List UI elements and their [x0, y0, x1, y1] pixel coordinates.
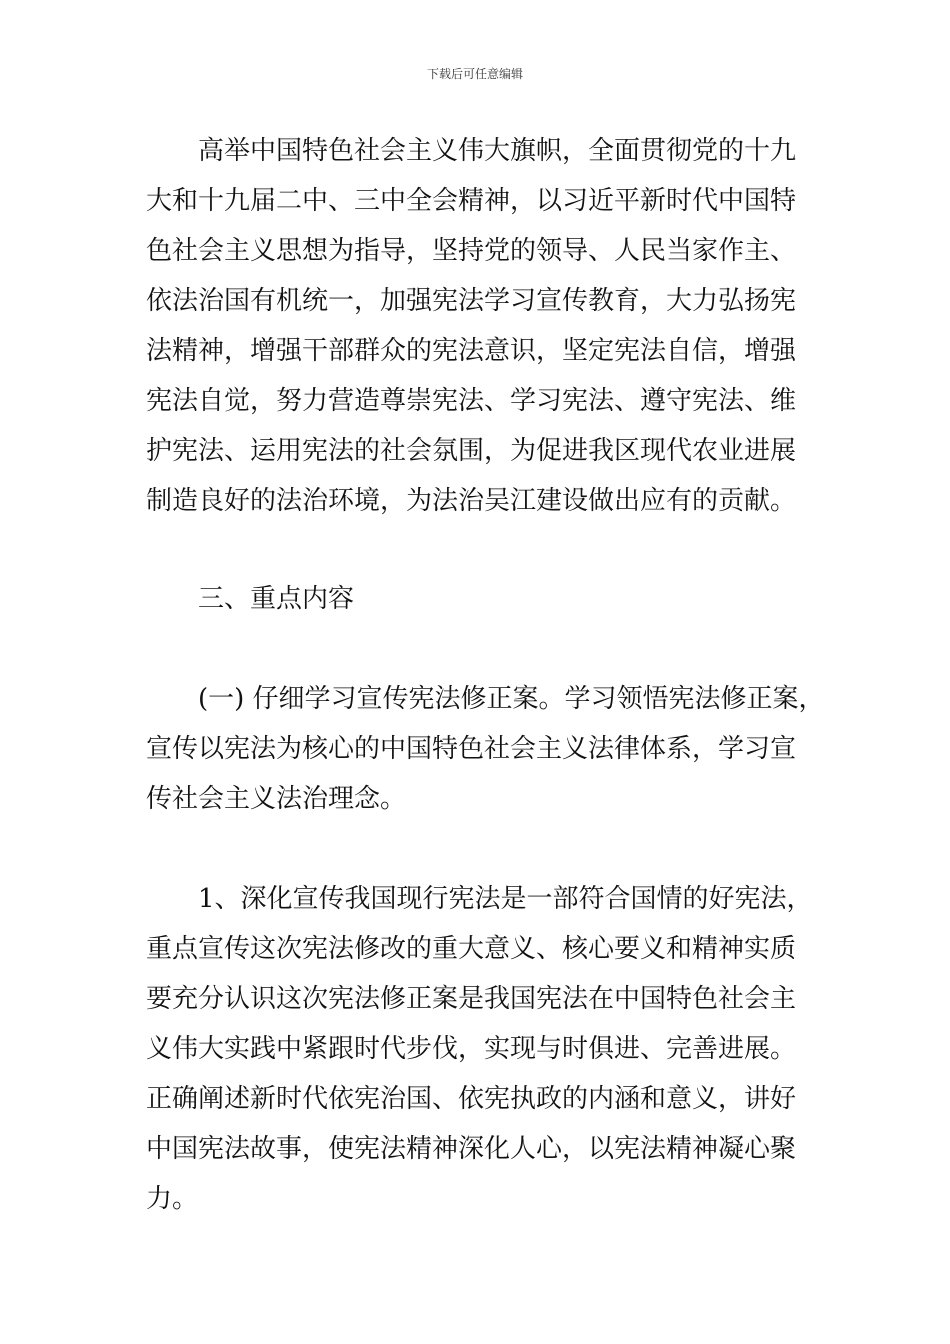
text-line: (一) 仔细学习宣传宪法修正案。学习领悟宪法修正案，: [198, 684, 825, 714]
paragraph-guiding-ideology: [146, 126, 826, 526]
text-line: 色社会主义思想为指导，坚持党的领导、人民当家作主、: [146, 236, 797, 266]
text-line: 1、深化宣传我国现行宪法是一部符合国情的好宪法，: [198, 884, 813, 914]
text-line: 中国宪法故事，使宪法精神深化人心，以宪法精神凝心聚: [146, 1134, 797, 1164]
paragraph-item-1: [146, 874, 826, 1224]
text-line: 宣传以宪法为核心的中国特色社会主义法律体系，学习宣: [146, 734, 797, 764]
text-line: 重点宣传这次宪法修改的重大意义、核心要义和精神实质: [146, 934, 797, 964]
section-heading: 三、重点内容: [198, 584, 355, 614]
text-line: 力。: [146, 1184, 199, 1214]
text-line: 依法治国有机统一，加强宪法学习宣传教育，大力弘扬宪: [146, 286, 797, 316]
text-line: 制造良好的法治环境，为法治吴江建设做出应有的贡献。: [146, 486, 797, 516]
text-line: 护宪法、运用宪法的社会氛围，为促进我区现代农业进展: [146, 436, 797, 466]
text-line: 法精神，增强干部群众的宪法意识，坚定宪法自信，增强: [146, 336, 797, 366]
text-line: 义伟大实践中紧跟时代步伐，实现与时俱进、完善进展。: [146, 1034, 797, 1064]
text-line: 传社会主义法治理念。: [146, 784, 407, 814]
text-line: 要充分认识这次宪法修正案是我国宪法在中国特色社会主: [146, 984, 797, 1014]
section-heading-key-content: [146, 574, 826, 624]
paragraph-amendment-study: [146, 674, 826, 824]
text-line: 正确阐述新时代依宪治国、依宪执政的内涵和意义，讲好: [146, 1084, 797, 1114]
text-line: 高举中国特色社会主义伟大旗帜，全面贯彻党的十九: [198, 136, 797, 166]
text-line: 宪法自觉，努力营造尊崇宪法、学习宪法、遵守宪法、维: [146, 386, 797, 416]
text-line: 大和十九届二中、三中全会精神，以习近平新时代中国特: [146, 186, 797, 216]
header-note: 下载后可任意编辑: [426, 67, 523, 81]
